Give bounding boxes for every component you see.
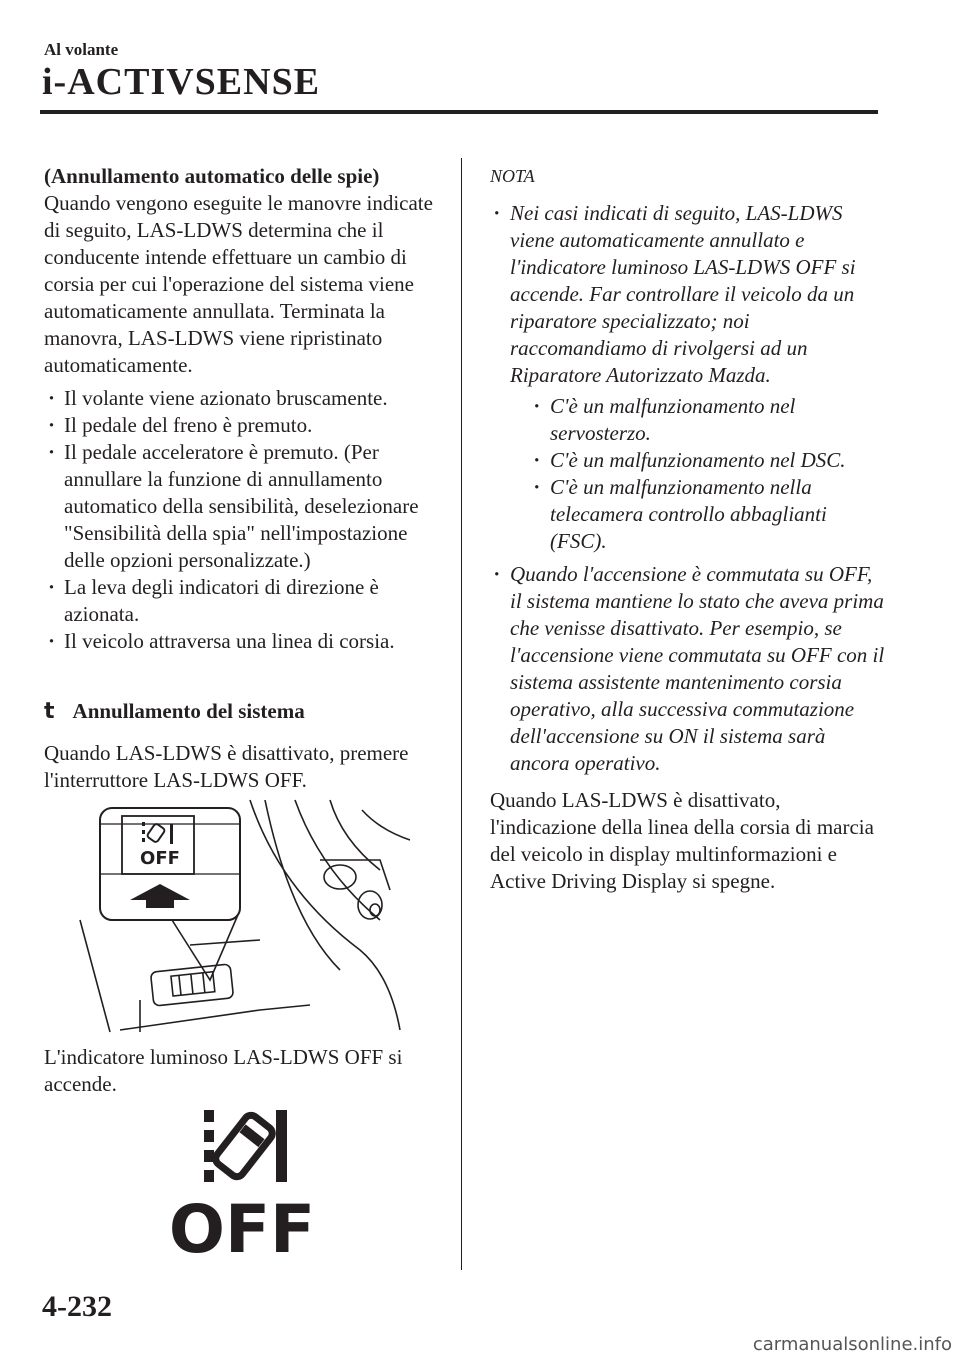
note-subitem: · C'è un malfunzionamento nel DSC.: [530, 447, 885, 474]
auto-cancel-paragraph: Quando vengono eseguite le manovre indicate di seguito, LAS-LDWS determina che il conducente intende effettuare un cambio di corsia per cui l'operazione del sistema viene automaticamente annullata. Terminata la manovra, LAS-LDWS viene ripristinato automaticamente.: [44, 191, 433, 377]
list-item: · Il volante viene azionato bruscamente.: [44, 385, 444, 412]
section-heading: [44, 698, 444, 725]
list-item: · Il veicolo attraversa una linea di corsia.: [44, 628, 444, 655]
switch-off-label: OFF: [140, 848, 180, 869]
column-divider: [461, 158, 462, 1270]
list-item: · Il pedale acceleratore è premuto. (Per annullare la funzione di annullamento automatico della sensibilità, deselezionare "Sensibilità della spia" nell'impostazione delle opzioni personalizzate.): [44, 439, 444, 574]
note-list: [490, 200, 885, 777]
note-subitem: · C'è un malfunzionamento nella telecamera controllo abbaglianti (FSC).: [530, 474, 885, 555]
indicator-off-label: OFF: [168, 1191, 316, 1268]
auto-cancel-list: [44, 385, 444, 655]
section-label: Al volante: [44, 40, 119, 59]
section-marker-icon: t: [44, 699, 55, 724]
note-subitem: · C'è un malfunzionamento nel servosterzo.: [530, 393, 885, 447]
header-rule: [40, 110, 878, 114]
page-title: i-ACTIVSENSE: [42, 61, 321, 103]
left-column-top: [44, 163, 444, 655]
list-item: · La leva degli indicatori di direzione è azionata.: [44, 574, 444, 628]
page-number: 4-232: [42, 1290, 112, 1323]
system-cancel-text: Quando LAS-LDWS è disattivato, premere l'interruttore LAS-LDWS OFF.: [44, 741, 409, 792]
watermark: carmanualsonline.info: [752, 1334, 952, 1355]
section-title: Annullamento del sistema: [72, 699, 305, 723]
las-ldws-off-indicator-icon: [168, 1108, 316, 1268]
note-item: · Quando l'accensione è commutata su OFF, il sistema mantiene lo stato che aveva prima che venisse disattivato. Per esempio, se l'accensione viene commutata su OFF con il sistema assistente mantenimento corsia operativo, alla successiva commutazione dell'accensione su ON il sistema sarà ancora operativo.: [490, 561, 885, 777]
closing-paragraph: Quando LAS-LDWS è disattivato, l'indicazione della linea della corsia di marcia del veicolo in display multinformazioni e Active Driving Display si spegne.: [490, 788, 874, 893]
switch-illustration: [80, 800, 420, 1035]
note-item-text: Nei casi indicati di seguito, LAS-LDWS viene automaticamente annullato e l'indicatore luminoso LAS-LDWS OFF si accende. Far controllare il veicolo da un riparatore specializzato; noi raccomandiamo di rivolgersi ad un Riparatore Autorizzato Mazda.: [510, 201, 856, 387]
note-sublist: [530, 393, 885, 555]
list-item: · Il pedale del freno è premuto.: [44, 412, 444, 439]
auto-cancel-heading: (Annullamento automatico delle spie): [44, 164, 380, 188]
indicator-text: L'indicatore luminoso LAS-LDWS OFF si accende.: [44, 1045, 403, 1096]
note-title: NOTA: [490, 166, 535, 186]
note-item: [490, 200, 885, 555]
right-column: [490, 163, 885, 895]
